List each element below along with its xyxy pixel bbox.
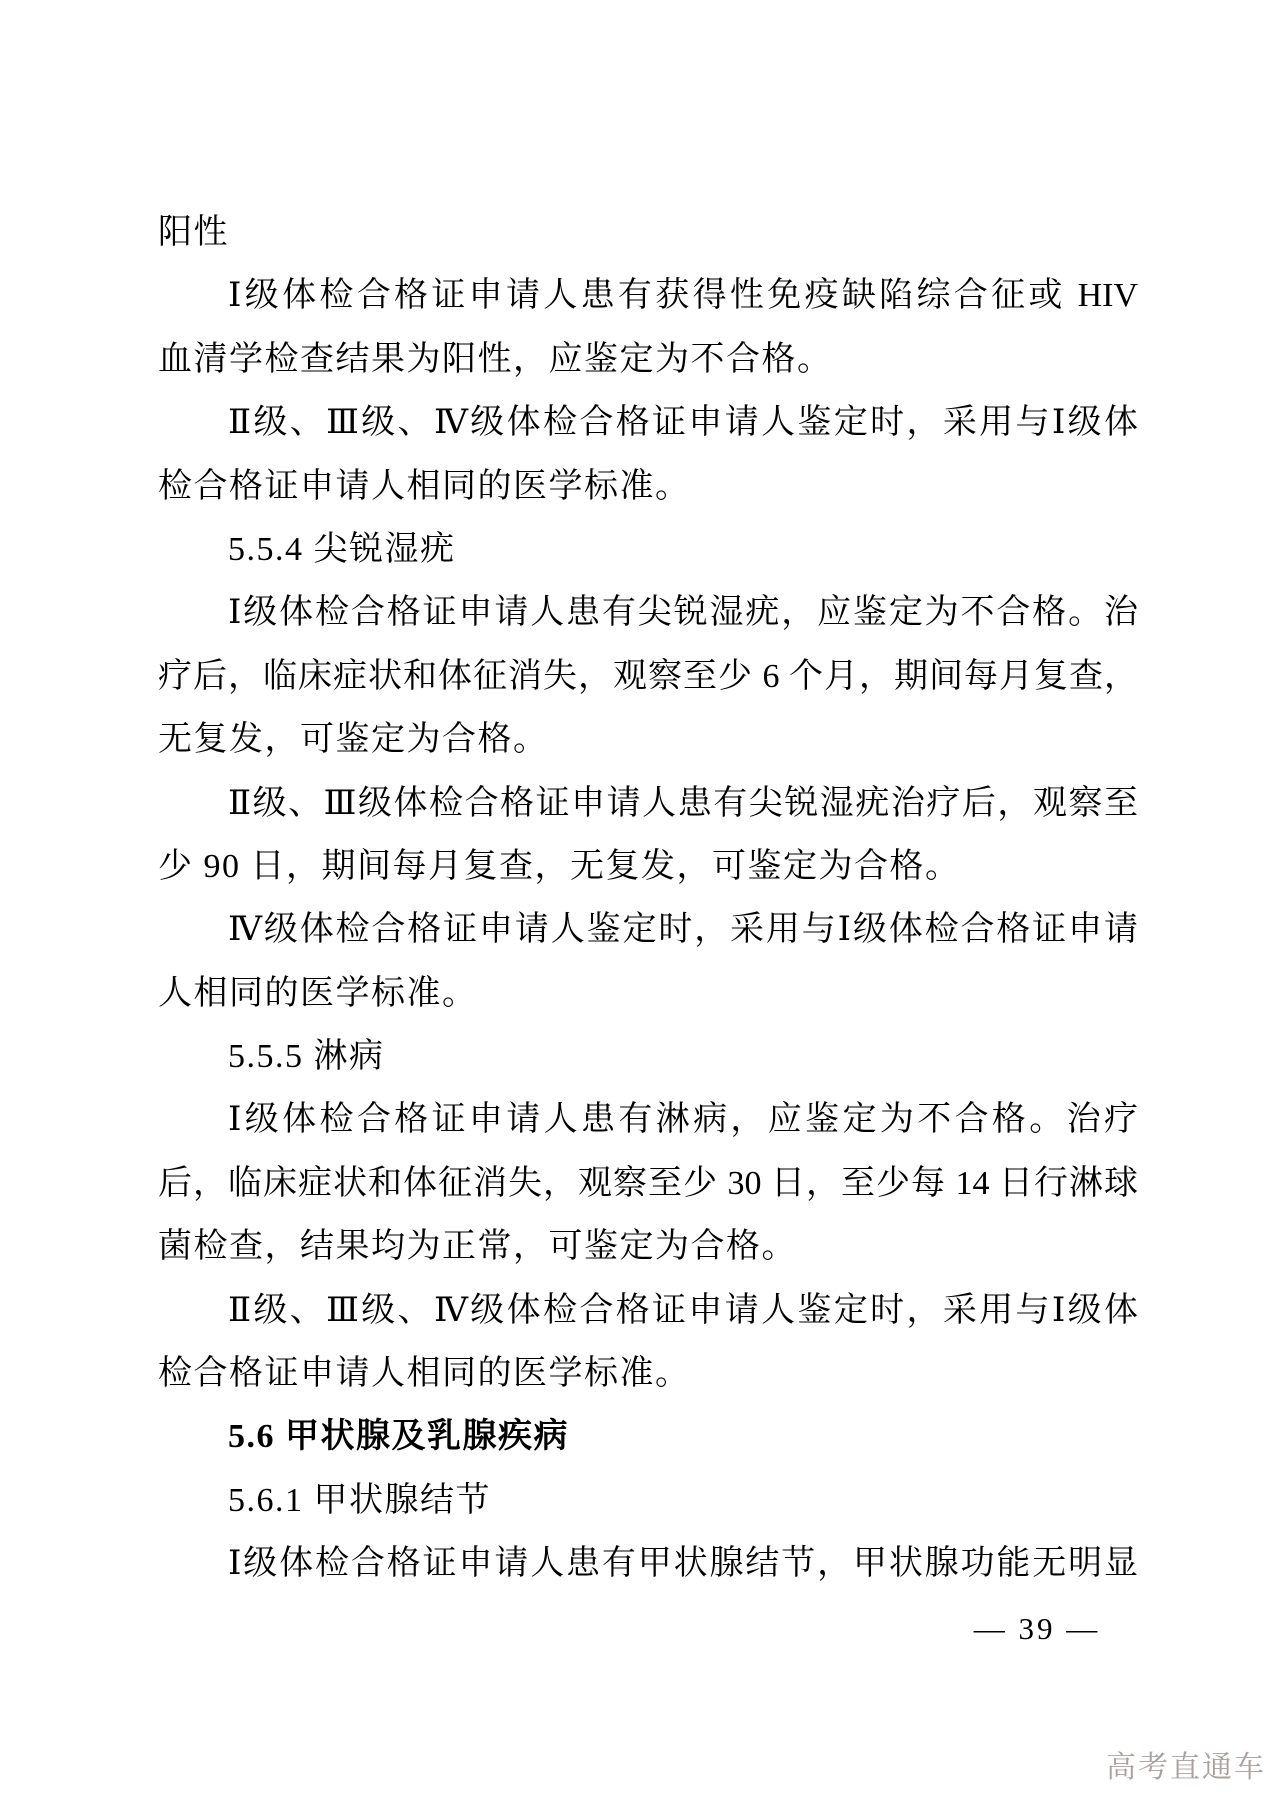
text-line: Ⅱ级、Ⅲ级体检合格证申请人患有尖锐湿疣治疗后，观察至 <box>228 784 1138 822</box>
text-line: 菌检查，结果均为正常，可鉴定为合格。 <box>158 1228 797 1266</box>
text-line: 少 90 日，期间每月复查，无复发，可鉴定为合格。 <box>158 847 961 885</box>
text-line: Ⅳ级体检合格证申请人鉴定时，采用与Ⅰ级体检合格证申请 <box>228 911 1138 949</box>
text-line: Ⅰ级体检合格证申请人患有甲状腺结节，甲状腺功能无明显 <box>228 1545 1138 1583</box>
text-line: 5.5.4 尖锐湿疣 <box>228 530 456 568</box>
text-line: Ⅱ级、Ⅲ级、Ⅳ级体检合格证申请人鉴定时，采用与Ⅰ级体 <box>228 404 1138 442</box>
text-line: 5.5.5 淋病 <box>228 1038 385 1076</box>
text-line: 5.6.1 甲状腺结节 <box>228 1481 491 1519</box>
text-line: Ⅰ级体检合格证申请人患有淋病，应鉴定为不合格。治疗 <box>228 1101 1138 1139</box>
document-body <box>158 201 1138 1596</box>
text-line: 检合格证申请人相同的医学标准。 <box>158 467 691 505</box>
text-line: 无复发，可鉴定为合格。 <box>158 721 549 759</box>
text-line: 血清学检查结果为阳性，应鉴定为不合格。 <box>158 340 833 378</box>
text-line: Ⅱ级、Ⅲ级、Ⅳ级体检合格证申请人鉴定时，采用与Ⅰ级体 <box>228 1291 1138 1329</box>
text-line: Ⅰ级体检合格证申请人患有获得性免疫缺陷综合征或 HIV <box>228 277 1138 315</box>
section-heading: 5.6 甲状腺及乳腺疾病 <box>228 1418 569 1456</box>
page-number: — 39 — <box>973 1611 1101 1646</box>
text-line: 疗后，临床症状和体征消失，观察至少 6 个月，期间每月复查， <box>158 657 1138 695</box>
text-line: Ⅰ级体检合格证申请人患有尖锐湿疣，应鉴定为不合格。治 <box>228 594 1138 632</box>
text-line: 检合格证申请人相同的医学标准。 <box>158 1355 691 1393</box>
watermark: 高考直通车 <box>1106 1751 1266 1784</box>
text-line: 阳性 <box>158 214 229 251</box>
text-line: 人相同的医学标准。 <box>158 974 478 1012</box>
text-line: 后，临床症状和体征消失，观察至少 30 日，至少每 14 日行淋球 <box>158 1164 1138 1202</box>
